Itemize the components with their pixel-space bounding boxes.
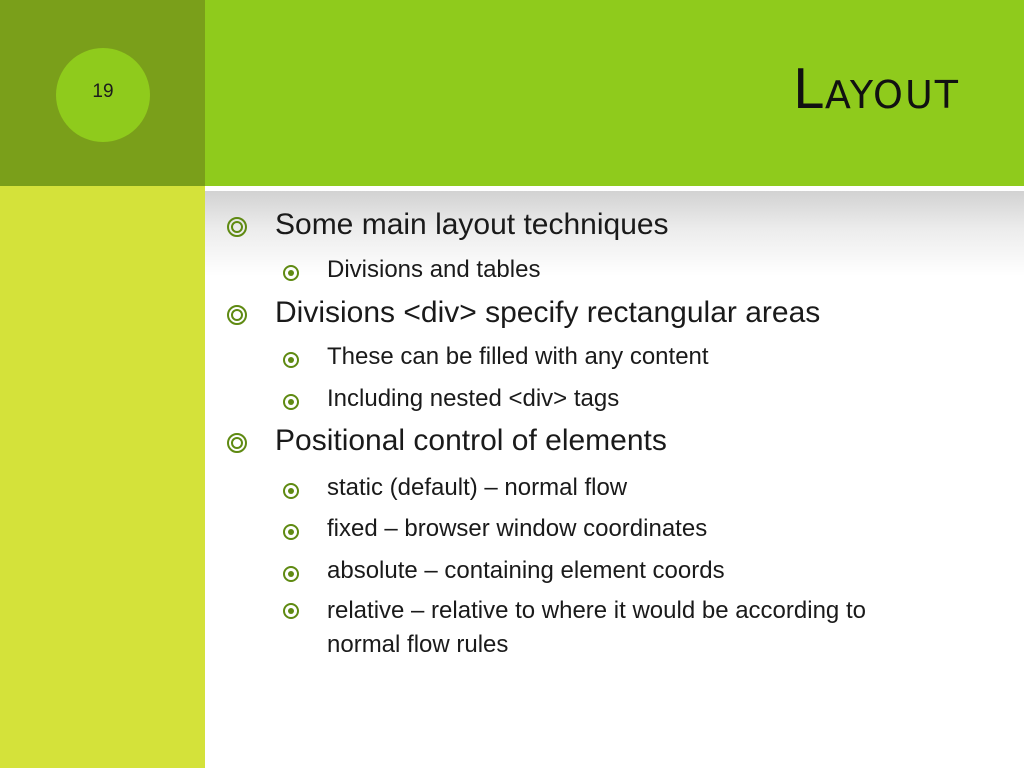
- sub-bullet-text: absolute – containing element coords: [327, 557, 725, 584]
- sub-bullet-text: static (default) – normal flow: [327, 474, 628, 501]
- bullet-item: [275, 208, 669, 242]
- slide-number-circle: [56, 48, 150, 142]
- slide-number: 19: [92, 81, 114, 102]
- dot-bullet-icon: [283, 483, 299, 499]
- dot-bullet-icon: [283, 524, 299, 540]
- sub-bullet-item: [327, 474, 627, 502]
- sub-bullet-text: Including nested <div> tags: [327, 385, 620, 412]
- sub-bullet-text: These can be filled with any content: [327, 343, 709, 370]
- dot-bullet-icon: [283, 394, 299, 410]
- ring-bullet-icon: [227, 305, 247, 325]
- sub-bullet-text: fixed – browser window coordinates: [327, 515, 708, 542]
- bullet-text: Positional control of elements: [275, 424, 667, 457]
- sub-bullet-text: Divisions and tables: [327, 256, 541, 283]
- bullet-item: [275, 424, 667, 458]
- bullet-item: [275, 296, 820, 330]
- bullet-text: Some main layout techniques: [275, 208, 669, 241]
- sub-bullet-item: [327, 385, 619, 413]
- dot-bullet-icon: [283, 265, 299, 281]
- sub-bullet-item: [327, 256, 540, 284]
- sidebar-top-panel: [0, 0, 205, 186]
- dot-bullet-icon: [283, 603, 299, 619]
- sub-bullet-item: [327, 343, 709, 371]
- sub-bullet-text: relative – relative to where it would be according to normal flow rules: [327, 597, 866, 658]
- sidebar-bottom-panel: [0, 186, 205, 768]
- ring-bullet-icon: [227, 217, 247, 237]
- slide-title: Layout: [792, 58, 960, 121]
- sub-bullet-item: [327, 515, 707, 543]
- sub-bullet-item: [327, 557, 725, 585]
- bullet-text: Divisions <div> specify rectangular areas: [275, 296, 821, 329]
- dot-bullet-icon: [283, 352, 299, 368]
- slide-content: [205, 0, 1024, 768]
- dot-bullet-icon: [283, 566, 299, 582]
- sub-bullet-item: [327, 594, 927, 662]
- ring-bullet-icon: [227, 433, 247, 453]
